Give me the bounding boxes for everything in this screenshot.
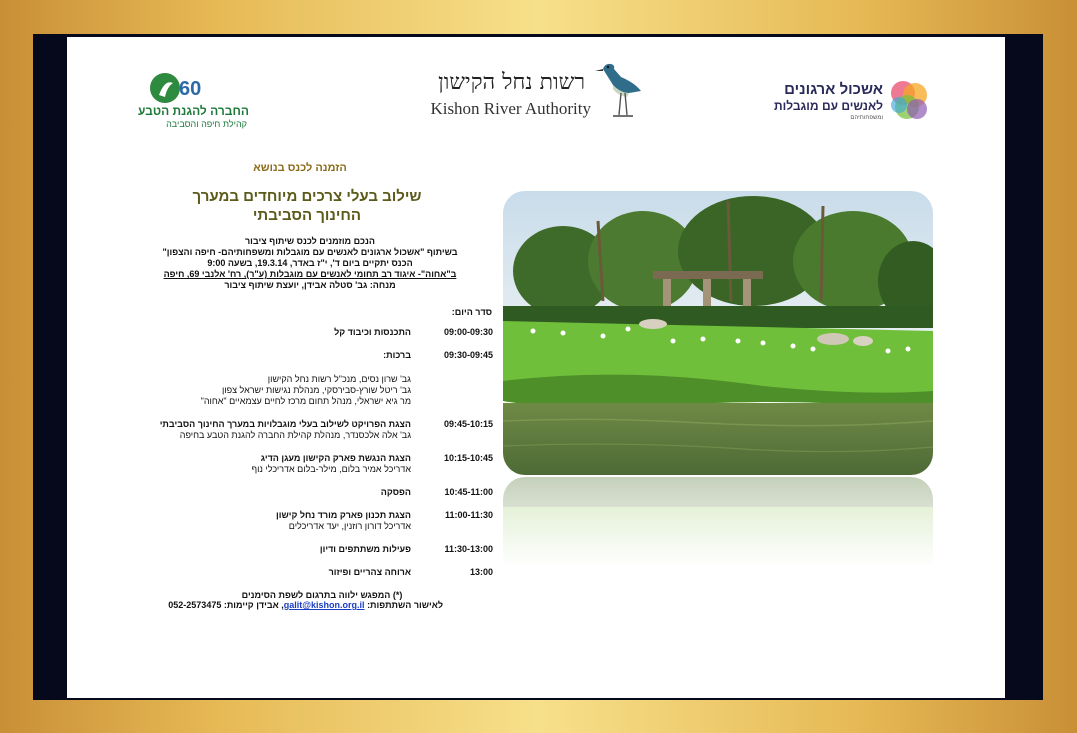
spni-emblem-icon <box>149 71 209 105</box>
agenda-title: הפסקה <box>380 487 411 497</box>
agenda-detail: גב' שרון נסים, מנכ"ל רשות נחל הקישון <box>267 374 411 384</box>
agenda-detail: מר גיא ישראלי, מנהל תחום מרכז לחיים עצמאיים "אחוה" <box>200 396 411 406</box>
agenda-time: 10:45-11:00 <box>444 487 493 497</box>
agenda-title: פעילות משתתפים ודיון <box>319 544 411 554</box>
spni-logo <box>137 71 255 129</box>
agenda-detail: אדריכל דורון רוזנין, יעד אדריכלים <box>288 521 411 531</box>
agenda-title: הצגת הנגשת פארק הקישון מעגן הדיג <box>260 453 411 463</box>
title-line-1: שילוב בעלי צרכים מיוחדים במערך <box>192 188 422 205</box>
agenda-greetings-list <box>127 374 493 407</box>
agenda-item <box>127 453 493 475</box>
invite-line-2: בשיתוף "אשכול ארגונים לאנשים עם מוגבלות ומשפחותיהם- חיפה והצפון" <box>162 247 458 257</box>
river-park-image <box>503 191 933 475</box>
agenda-time: 09:45-10:15 <box>443 419 493 429</box>
spni-community: קהילת חיפה והסביבה <box>166 119 247 129</box>
kishon-logo-english: Kishon River Authority <box>430 99 591 118</box>
organizations-name: אשכול ארגונים <box>784 81 883 98</box>
agenda-title: ארוחה צהריים ופיזור <box>328 567 411 577</box>
spni-60-label: 60 <box>179 78 202 100</box>
agenda-item <box>127 510 493 532</box>
agenda-time: 09:30-09:45 <box>443 350 493 360</box>
agenda-title: ברכות: <box>383 350 411 360</box>
invite-line-3: הכנס יתקיים ביום ד', י"ז באדר, 19.3.14, בשעה 9:00 <box>207 258 413 268</box>
agenda-title: הצגת תכנון פארק מורד נחל קישון <box>276 510 411 520</box>
agenda-time: 11:30-13:00 <box>444 544 493 554</box>
agenda-title: התכנסות וכיבוד קל <box>334 327 411 337</box>
agenda-item <box>127 567 493 578</box>
title-line-2: החינוך הסביבתי <box>252 207 362 224</box>
email-link[interactable]: galit@kishon.org.il <box>283 600 365 610</box>
agenda-time: 10:15-10:45 <box>443 453 493 463</box>
agenda-item <box>127 544 493 555</box>
kishon-logo <box>427 59 647 123</box>
rsvp-contact <box>147 600 443 610</box>
organizations-subtitle: לאנשים עם מוגבלות <box>773 99 883 113</box>
invite-location: ב"אחוה"- איגוד רב תחומי לאנשים עם מוגבלות (ע"ר), רח' אלנבי 69, חיפה <box>163 269 457 279</box>
invitation-page <box>67 37 1005 698</box>
agenda-item <box>127 350 493 361</box>
invite-label: הזמנה לכנס בנושא <box>253 162 347 174</box>
organizations-tagline: ומשפחותיהם <box>850 115 883 121</box>
agenda-title: הצגת הפרויקט לשילוב בעלי מוגבלויות במערך החינוך הסביבתי <box>159 419 411 429</box>
colorful-circles-icon <box>885 77 933 125</box>
invite-moderator: מנחה: גב' סטלה אבידן, יועצת שיתוף ציבור <box>224 280 396 290</box>
agenda-heading: סדר היום: <box>451 307 492 317</box>
photo-reflection <box>503 477 933 567</box>
kishon-logo-hebrew: רשות נחל הקישון <box>438 70 585 95</box>
river-park-photo <box>503 191 933 475</box>
sign-language-note: (*) המפגש ילווה בתרגום לשפת הסימנים <box>241 590 403 600</box>
agenda-time: 11:00-11:30 <box>444 510 493 520</box>
agenda-detail: גב' ריטל שורץ-סבירסקי, מנהלת נגישות ישראל צפון <box>221 385 411 395</box>
rsvp-phone: , אבידן קיימות: 052-2573475 <box>168 600 284 610</box>
heron-bird-icon <box>591 59 647 121</box>
photo-reflection-image <box>503 477 933 567</box>
agenda-item <box>127 487 493 498</box>
agenda-item <box>127 419 493 441</box>
invite-line-1: הנכם מוזמנים לכנס שיתוף ציבור <box>244 236 376 246</box>
invitation-details <box>127 236 493 291</box>
agenda-time: 13:00 <box>469 567 493 577</box>
agenda-detail: גב' אלה אלכסנדר, מנהלת קהילת החברה להגנת הטבע בחיפה <box>179 430 411 440</box>
agenda-detail: אדריכל אמיר בלום, מילר-בלום אדריכלי נוף <box>251 464 411 474</box>
organizations-cluster-logo <box>773 77 933 125</box>
page-title <box>157 187 457 225</box>
agenda-time: 09:00-09:30 <box>443 327 493 337</box>
agenda-item <box>127 327 493 338</box>
spni-name: החברה להגנת הטבע <box>137 104 249 118</box>
rsvp-label: לאישור השתתפות: <box>367 600 443 610</box>
